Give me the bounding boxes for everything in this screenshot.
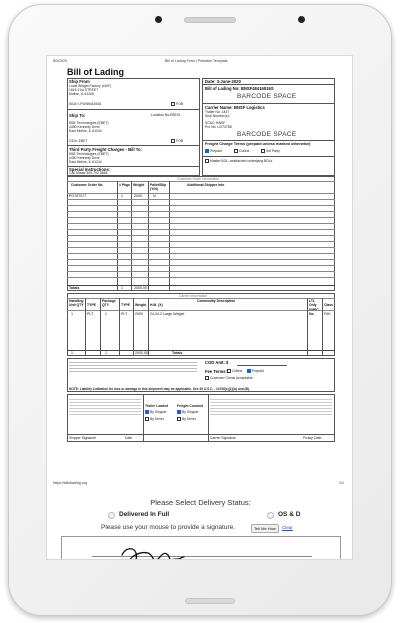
divider <box>117 181 118 291</box>
third-party-option-label: 3rd Party <box>266 149 280 153</box>
print-url: https://billoflading.org <box>53 481 87 485</box>
hu-qty-cell: 1 <box>71 312 73 316</box>
third-party-line: East Moline, IL 61244 <box>69 160 102 164</box>
checkbox-icon <box>205 159 209 163</box>
sid-number: SID#: LFW4N416516 <box>69 102 102 106</box>
divider <box>67 253 335 254</box>
shipper-signature-label: Shipper Signature <box>69 436 97 440</box>
weight-cell: 2000 <box>135 312 143 316</box>
by-driver-label: By Driver <box>150 417 164 421</box>
col-header: Handling Unit QTY <box>69 299 84 308</box>
checkbox-icon <box>171 139 175 143</box>
third-party-line: EBE Technologies (EBET) <box>69 152 109 156</box>
customer-check-label: Customer Check Acceptable <box>210 376 253 380</box>
shipper-terms-text <box>69 360 197 374</box>
speaker-grille <box>184 17 236 23</box>
signature-prompt: Please use your mouse to provide a signature. <box>101 524 236 531</box>
divider <box>202 84 335 85</box>
divider <box>67 434 335 435</box>
carrier-signature-label: Carrier Signature <box>210 436 236 440</box>
front-sensor-icon <box>155 16 162 23</box>
ship-from-label: Ship From <box>69 79 90 84</box>
tell-me-how-button[interactable]: Tell Me How <box>251 524 279 533</box>
print-title: Bill of Lading Form | Printable Template <box>165 59 228 63</box>
checkbox-icon <box>261 149 265 153</box>
ship-to-label: Ship To: <box>69 113 86 118</box>
delivered-in-full-label[interactable]: Delivered In Full <box>119 511 170 518</box>
pallet-cell: N <box>153 194 156 198</box>
customer-order-heading: Customer Order Information <box>177 177 220 181</box>
master-bol-checkbox[interactable] <box>205 159 272 163</box>
pkgs-cell: 1 <box>121 194 123 198</box>
divider <box>148 181 149 291</box>
counted-by-driver[interactable] <box>177 417 196 421</box>
print-page-number: 1/1 <box>339 481 344 485</box>
trailer-number: Trailer No: 1447 <box>205 110 230 114</box>
print-date: 8/3/2020 <box>53 59 67 63</box>
collect-checkbox[interactable] <box>234 149 249 153</box>
divider <box>67 277 335 278</box>
col-header: Additional Shipper Info <box>187 183 225 187</box>
loaded-by-driver[interactable] <box>145 417 164 421</box>
divider <box>67 109 200 110</box>
seal-numbers: Seal Number(s): <box>205 114 230 118</box>
bol-title: Bill of Lading <box>67 67 124 77</box>
divider <box>67 271 335 272</box>
counted-by-shipper[interactable] <box>177 410 199 414</box>
totals-weight: 2000.00 <box>135 351 148 355</box>
divider <box>133 298 134 356</box>
divider <box>237 365 287 366</box>
totals-weight: 2000.00 <box>134 286 147 290</box>
carrier-info-heading: Carrier Information <box>179 294 208 298</box>
fee-prepaid-label: Prepaid <box>252 369 264 373</box>
pkg-qty-cell: 1 <box>105 312 107 316</box>
divider <box>202 103 335 104</box>
fee-terms-label: Fee Terms: <box>205 369 228 374</box>
checkbox-icon <box>145 417 149 421</box>
delivered-in-full-radio[interactable] <box>108 512 115 519</box>
barcode-space: BARCODE SPACE <box>237 131 297 138</box>
divider <box>119 298 120 356</box>
divider <box>67 145 200 146</box>
ship-to-line: 4450 Kennedy Drive <box>69 125 100 129</box>
loaded-by-shipper[interactable] <box>145 410 167 414</box>
third-party-line: 4450 Kennedy Drive <box>69 156 100 160</box>
checkbox-icon <box>205 376 209 380</box>
trailer-loaded-label: Trailer Loaded <box>145 404 169 408</box>
divider <box>85 298 86 356</box>
pro-number: Pro No: LI074788 <box>205 125 232 129</box>
col-header: Weight <box>133 183 145 187</box>
fee-collect-checkbox[interactable] <box>227 369 242 373</box>
scac: SCAC: BNSF <box>205 121 226 125</box>
totals-hu: 1 <box>71 351 73 355</box>
checkbox-icon <box>234 149 238 153</box>
third-party-label: Third Party Freight Charges - Bill To: <box>69 147 142 152</box>
home-button[interactable] <box>185 598 235 604</box>
checkbox-icon <box>227 369 231 373</box>
ship-from-line: Moline, IL 61265 <box>69 92 94 96</box>
col-header: Customer Order No. <box>71 183 104 187</box>
divider <box>67 199 335 200</box>
by-shipper-label: By Shipper <box>150 410 167 414</box>
front-camera-icon <box>298 16 305 23</box>
third-party-checkbox[interactable] <box>261 149 280 153</box>
divider <box>148 298 149 356</box>
divider <box>100 298 101 356</box>
liability-note: NOTE: Liability Limitation for loss or damage in this shipment may be applicable. See 49 U.S.C. - 14706(c)(1)(A) and (B). <box>69 387 250 391</box>
divider <box>67 229 335 230</box>
divider <box>67 259 335 260</box>
checkbox-icon <box>171 102 175 106</box>
divider <box>131 181 132 291</box>
master-bol-label: Master BOL: w/attached underlying BOLs <box>210 159 273 163</box>
carrier-name: Carrier Name: BNSF Logistics <box>205 105 265 110</box>
divider <box>169 181 170 291</box>
fob-checkbox[interactable] <box>171 139 183 143</box>
carrier-ack-text <box>210 397 332 417</box>
fee-prepaid-checkbox[interactable] <box>247 369 264 373</box>
cid-number: CID#: EBET <box>69 139 88 143</box>
ship-to-line: East Moline, IL 61244 <box>69 129 102 133</box>
col-header: TYPE <box>121 303 130 307</box>
divider <box>67 223 335 224</box>
order-number-cell: PO787077 <box>69 194 87 198</box>
cod-amount: COD Amt: $ <box>205 360 229 365</box>
commodity-cell: 24.24.2 Large Widget <box>150 312 185 316</box>
special-instructions-label: Special Instructions: <box>69 167 111 172</box>
col-header: Pallet/Slip (Y/N) <box>150 183 167 192</box>
prepaid-checkbox[interactable] <box>205 149 222 153</box>
checkbox-icon <box>177 417 181 421</box>
divider <box>67 285 335 286</box>
totals-label: Totals <box>172 351 183 355</box>
col-header: Commodity Description <box>197 299 236 303</box>
freight-terms-label: Freight Charge Terms (prepaid unless marked otherwise) <box>205 141 311 146</box>
fob-label: FOB <box>176 102 183 106</box>
divider <box>67 211 335 212</box>
bol-date: Date: 3-June-2020 <box>205 79 241 84</box>
divider <box>307 298 308 356</box>
divider <box>322 298 323 356</box>
col-header: Package QTY <box>102 299 116 308</box>
checkbox-checked-icon <box>145 410 149 414</box>
pkg-type-cell: PLT <box>121 312 128 316</box>
checkbox-checked-icon <box>247 369 251 373</box>
freight-counted-label: Freight Counted <box>177 404 204 408</box>
divider <box>67 205 335 206</box>
col-header: Class <box>324 303 334 307</box>
totals-pkg: 1 <box>105 351 107 355</box>
totals-pkgs: 1 <box>121 286 123 290</box>
collect-label: Collect <box>239 149 250 153</box>
divider <box>67 350 335 351</box>
divider <box>67 217 335 218</box>
pickup-date-label: Pickup Date <box>303 436 322 440</box>
signature-pad[interactable] <box>61 536 341 560</box>
divider <box>67 241 335 242</box>
prepaid-label: Prepaid <box>210 149 222 153</box>
clear-signature-link[interactable]: Clear <box>282 525 293 530</box>
fee-collect-label: Collect <box>232 369 243 373</box>
barcode-space: BARCODE SPACE <box>237 93 297 100</box>
ship-from-line: Local Widget Factory (LWF) <box>69 84 111 88</box>
divider <box>67 181 335 182</box>
divider <box>67 193 335 194</box>
by-shipper-label: By Shipper <box>182 410 199 414</box>
checkbox-checked-icon <box>205 149 209 153</box>
col-header: TYPE <box>87 303 96 307</box>
by-driver-label: By Driver <box>182 417 196 421</box>
col-header: LTL Only NMFC No. <box>309 299 319 316</box>
fob-checkbox[interactable] <box>171 102 183 106</box>
osd-radio[interactable] <box>267 512 274 519</box>
col-header: H.M. (X) <box>150 303 163 307</box>
received-terms-text <box>69 397 141 417</box>
bol-number: Bill of Lading No: BNSF48416516S <box>205 86 274 91</box>
class-cell: FAK <box>324 312 331 316</box>
location-number: Location No:EBE01 <box>151 113 181 117</box>
weight-cell: 2000 <box>134 194 142 198</box>
col-header: Weight <box>135 303 147 307</box>
app-screen <box>46 55 353 560</box>
ship-from-line: 1616 21st STREET <box>69 88 99 92</box>
special-instructions-text: Call Ahead 309-792-5666 <box>69 171 108 175</box>
hu-type-cell: PLT <box>87 312 94 316</box>
signature-stroke <box>62 537 340 560</box>
osd-label[interactable]: OS & D <box>278 511 301 518</box>
col-header: # Pkgs <box>119 183 130 187</box>
divider <box>202 156 335 157</box>
fob-label: FOB <box>176 139 183 143</box>
divider <box>67 310 335 311</box>
ship-to-line: EBE Technologies (EBET) <box>69 121 109 125</box>
divider <box>67 235 335 236</box>
checkbox-checked-icon <box>177 410 181 414</box>
totals-label: Totals <box>69 286 80 290</box>
divider <box>67 265 335 266</box>
date-label: Date <box>125 436 133 440</box>
divider <box>67 247 335 248</box>
customer-check-checkbox[interactable] <box>205 376 253 380</box>
delivery-status-title: Please Select Delivery Status: <box>150 498 251 507</box>
